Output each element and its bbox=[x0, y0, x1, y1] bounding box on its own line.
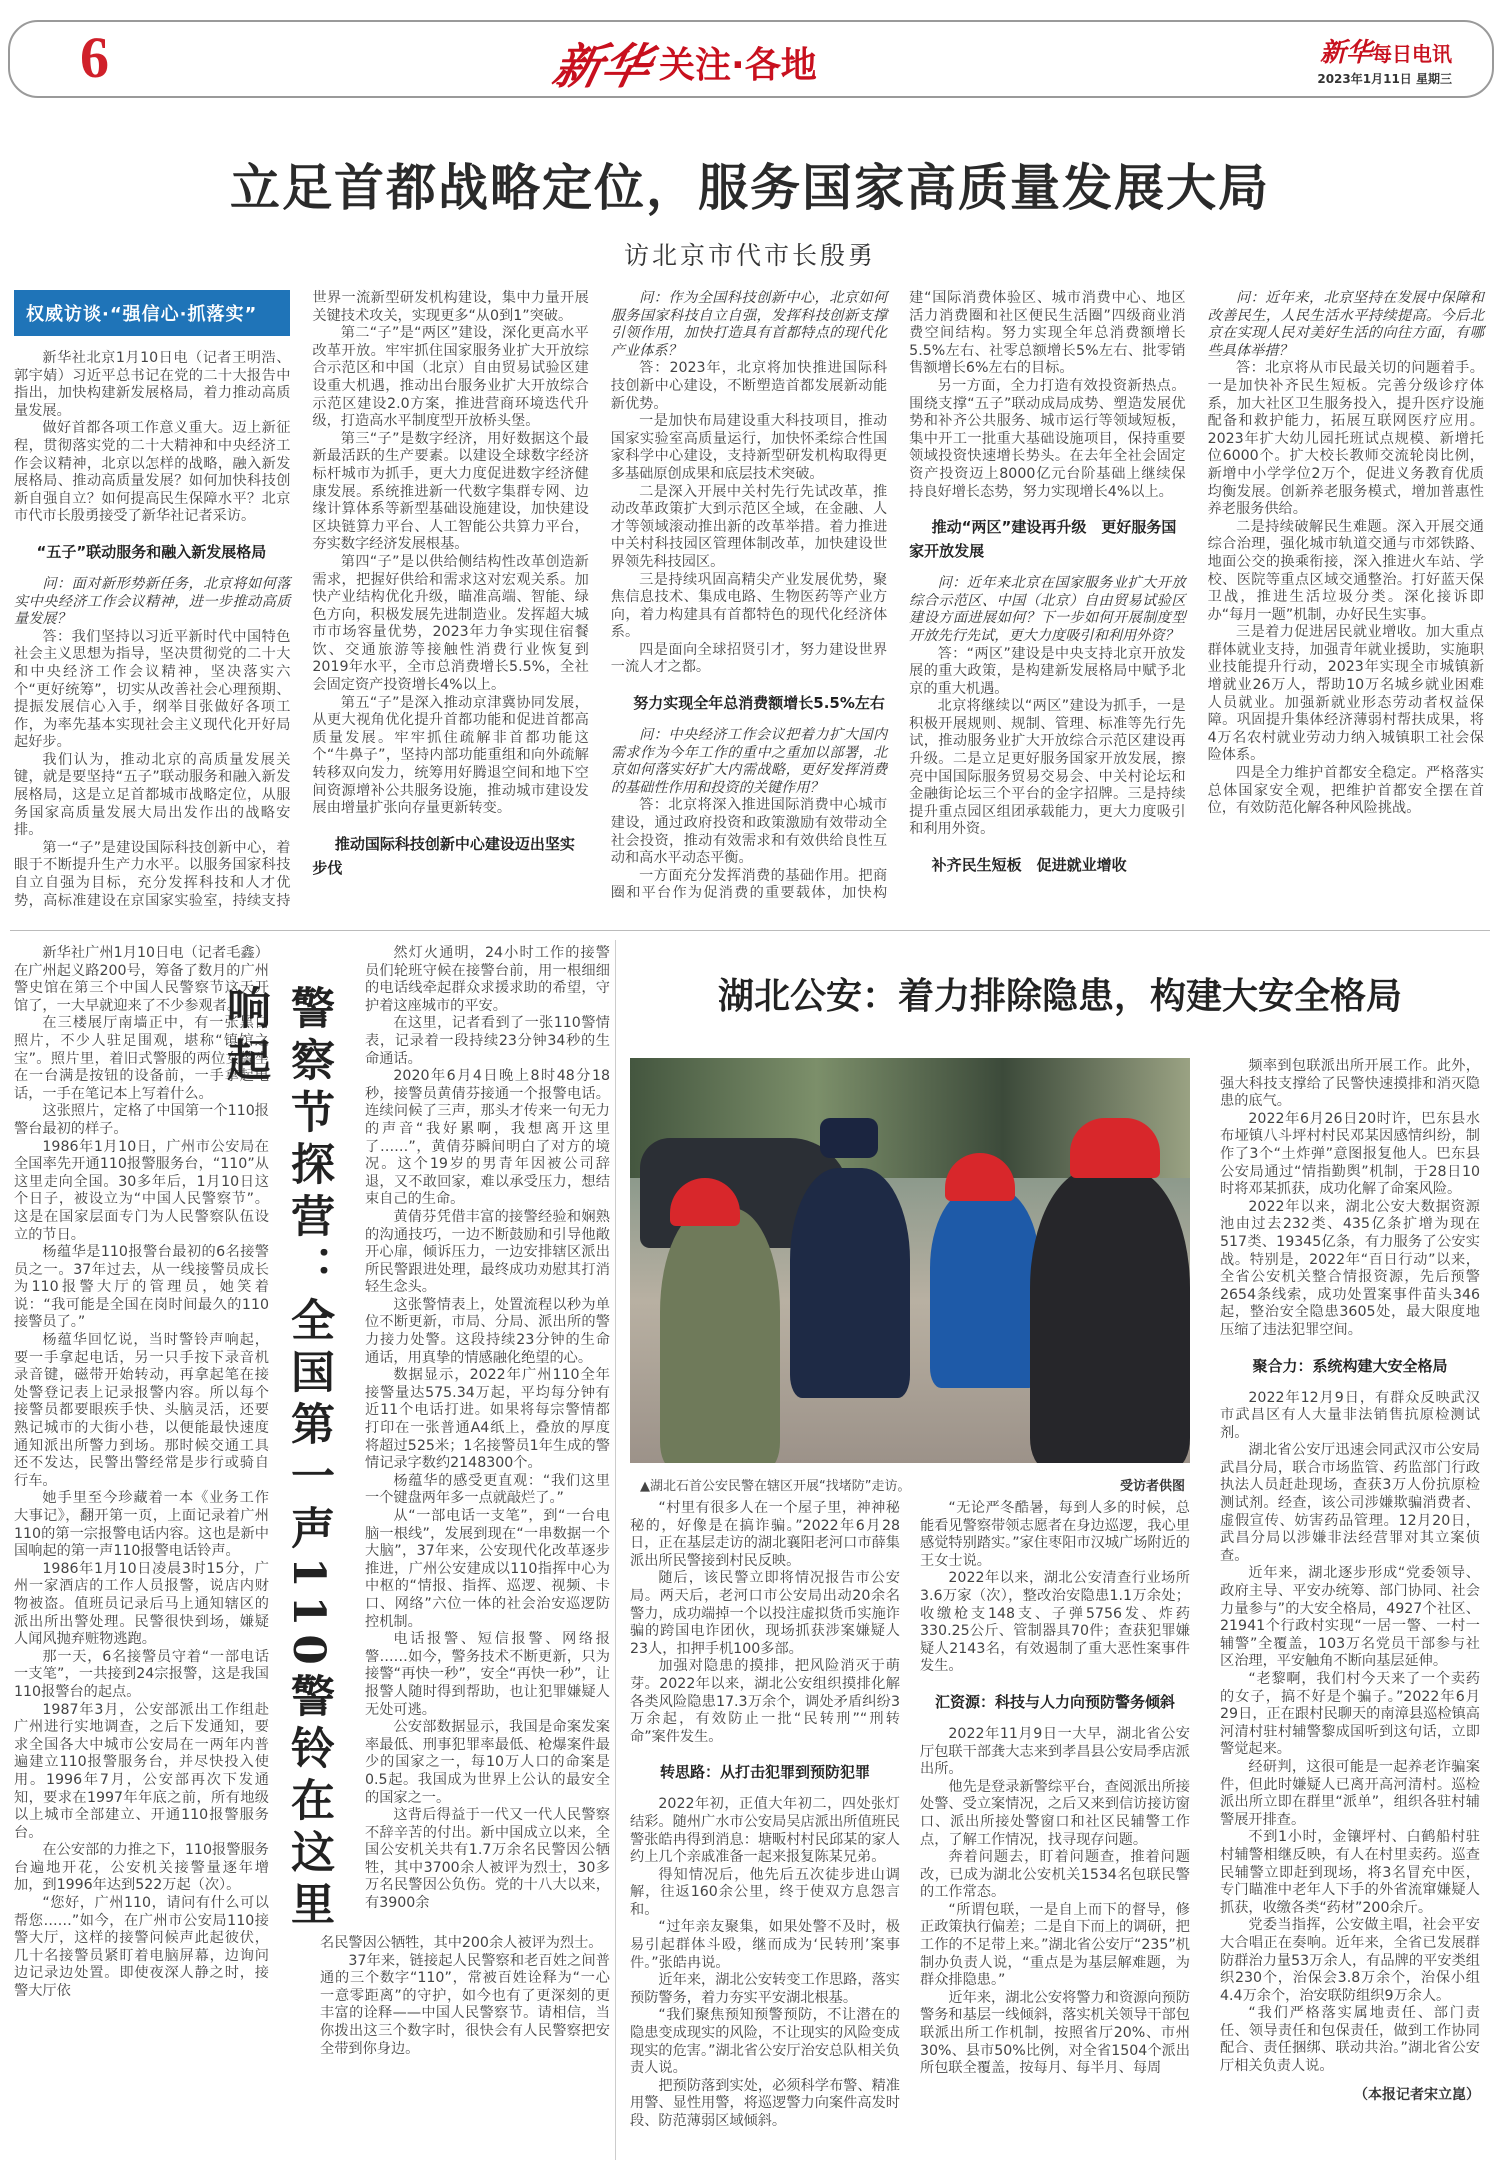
interview-question: 问：作为全国科技创新中心，北京如何服务国家科技自立自强，发挥科技创新支撑引领作用，加快打造具有首都特点的现代化产业体系？ bbox=[610, 290, 888, 359]
paragraph: 数据显示，2022年广州110全年接警量达575.34万起，平均每分钟有近11个电话打进。如果将每宗警情都打印在一张普通A4纸上，叠放的厚度将超过525米；1名接警员1年生成的警情记录字数约2148300个。 bbox=[365, 1367, 610, 1472]
paragraph: 2022年以来，湖北公安大数据资源池由过去232类、435亿条扩增为现在517类、19345亿条，有力服务了公安实战。特别是，2022年“百日行动”以来，全省公安机关整合情报资源，先后预警2654条线索，成功处置案事件苗头346起，整治安全隐患3605处，最大限度地压缩了违法犯罪空间。 bbox=[1220, 1198, 1480, 1338]
article2-column-2-tail bbox=[320, 1935, 610, 2058]
paragraph: 不到1小时，金镶坪村、白鹤船村驻村辅警相继反映，有人在村里卖药。巡查民辅警立即赶到现场，将3名冒充中医，专门瞄准中老年人下手的外省流窜嫌疑人抓获，收缴各类“药材”200余斤。 bbox=[1220, 1829, 1480, 1916]
interview-question: 问：近年来，北京坚持在发展中保障和改善民生，人民生活水平持续提高。今后北京在实现人民对美好生活的向往方面，有哪些具体举措？ bbox=[1207, 290, 1484, 359]
paper-name: 每日电讯 bbox=[1372, 42, 1452, 66]
paragraph: 杨蕴华的感受更直观：“我们这里一个键盘两年多一点就敲烂了。” bbox=[365, 1472, 610, 1507]
paragraph: 四是面向全球招贤引才，努力建设世界一流人才之都。 bbox=[610, 641, 888, 676]
paragraph: 北京将继续以“两区”建设为抓手，一是积极开展规则、规制、管理、标准等先行先试，推动服务业扩大开放综合示范区建设再升级。二是立足更好服务国家开放发展，擦亮中国国际服务贸易交易会、中关村论坛和金融街论坛三个平台的金字招牌。三是持续提升重点园区组团承载能力，更大力度吸引和利用外资。 bbox=[909, 698, 1186, 838]
interview-question: 问：中央经济工作会议把着力扩大国内需求作为今年工作的重中之重加以部署，北京如何落实好扩大内需战略，更好发挥消费的基础性作用和投资的关键作用？ bbox=[610, 727, 888, 796]
section-title: 关注·各地 bbox=[659, 45, 817, 86]
article1-headline: 立足首都战略定位，服务国家高质量发展大局 bbox=[230, 158, 1270, 217]
paragraph: 杨蕴华是110报警台最初的6名接警员之一。37年过去，从一线接警员成长为110报警大厅的管理员，她笑着说：“我可能是全国在岗时间最久的110接警员了。” bbox=[14, 1244, 269, 1331]
paragraph: 二是持续破解民生难题。深入开展交通综合治理，强化城市轨道交通与市郊铁路、地面公交的换乘衔接，深入推进火车站、学校、医院等重点区域交通整治。打好蓝天保卫战，推进生活垃圾分类。深化接诉即办“每月一题”机制，办好民生实事。 bbox=[1207, 518, 1484, 623]
paragraph: 2022年初，正值大年初二，四处张灯结彩。随州广水市公安局吴店派出所值班民警张皓冉得到消息：塘畈村村民邱某的家人约上几个亲戚准备一起来报复陈某兄弟。 bbox=[630, 1796, 900, 1866]
paper-nameplate bbox=[1317, 32, 1452, 87]
paragraph: 她手里至今珍藏着一本《业务工作大事记》，翻开第一页，上面记录着广州110的第一宗报警电话内容。这也是新中国响起的第一声110报警电话铃声。 bbox=[14, 1490, 269, 1560]
paragraph: 2020年6月4日晚上8时48分18秒，接警员黄倩芬接通一个报警电话。连续问候了三声，那头才传来一句无力的声音“我好累啊，我想离开这里了……”，黄倩芬瞬间明白了对方的境况。这个19岁的男青年因被公司辞退，又不敢回家，难以承受压力，想结束自己的生命。 bbox=[365, 1068, 610, 1208]
paragraph: 经研判，这很可能是一起养老诈骗案件，但此时嫌疑人已离开高河清村。巡检派出所立即在群里“派单”，组织各驻村辅警展开排查。 bbox=[1220, 1758, 1480, 1828]
subheading: 汇资源：科技与人力向预防警务倾斜 bbox=[934, 1692, 1175, 1711]
paragraph: 党委当指挥，公安做主唱，社会平安大合唱正在奏响。近年来，全省已发展群防群治力量53万余人，有品牌的平安类组织230个，治保会3.8万余个，治保小组4.4万余个，治安联防组织9万余人。 bbox=[1220, 1917, 1480, 2004]
column-divider bbox=[615, 940, 616, 2160]
article2-column-2 bbox=[365, 945, 610, 1913]
paragraph: 加强对隐患的摸排，把风险消灭于萌芽。2022年以来，湖北公安组织摸排化解各类风险隐患17.3万余个，调处矛盾纠纷3万余起，有效防止一批“民转刑”“刑转命”案件发生。 bbox=[630, 1658, 900, 1745]
paragraph: 然灯火通明，24小时工作的接警员们轮班守候在接警台前，用一根细细的电话线牵起群众求援求助的希望，守护着这座城市的平安。 bbox=[365, 945, 610, 1014]
paragraph: “我们聚焦预知预警预防，不让潜在的隐患变成现实的风险，不让现实的风险变成现实的危害。”湖北省公安厅治安总队相关负责人说。 bbox=[630, 2007, 900, 2077]
paragraph: 新华社广州1月10日电（记者毛鑫）在广州起义路200号，筹备了数月的广州警史馆在第三个中国人民警察节这天开馆了，一大早就迎来了不少参观者。 bbox=[14, 945, 269, 1014]
paper-logo: 新华 bbox=[1319, 38, 1372, 68]
section-brand bbox=[548, 28, 817, 97]
paragraph: 第五“子”是深入推动京津冀协同发展，从更大视角优化提升首都功能和促进首都高质量发展。牢牢抓住疏解非首都功能这个“牛鼻子”，坚持内部功能重组和向外疏解转移双向发力，统筹用好腾退空间和地下空间资源增补公共服务设施，推动城市建设发展由增量扩张向存量更新转变。 bbox=[312, 694, 589, 817]
article2-headline: 警察节探营：全国第一声110警铃在这里响起 bbox=[219, 985, 334, 1933]
article1-body bbox=[14, 290, 1484, 915]
paragraph: 在三楼展厅南墙正中，有一张黑白照片，不少人驻足围观，堪称“镇馆之宝”。照片里，着旧式警服的两位女警坐在一台满是按钮的设备前，一手拿起电话，一手在笔记本上写着什么。 bbox=[14, 1015, 269, 1102]
paragraph: 1986年1月10日，广州市公安局在全国率先开通110报警服务台，“110”从这里走向全国。30多年后，1月10日这个日子，被设立为“中国人民警察节”。这是在国家层面专门为人民警察队伍设立的节日。 bbox=[14, 1138, 269, 1243]
paragraph: 答：我们坚持以习近平新时代中国特色社会主义思想为指导，坚决贯彻党的二十大和中央经济工作会议精神，坚决落实六个“更好统筹”，切实从改善社会心理预期、提振发展信心入手，纲举目张做好各项工作，为率先基本实现社会主义现代化开好局起好步。 bbox=[14, 628, 291, 751]
issue-date: 2023年1月11日 星期三 bbox=[1317, 72, 1452, 86]
paragraph: “无论严冬酷暑，每到人多的时候，总能看见警察带领志愿者在身边巡逻，我心里感觉特别踏实。”家住枣阳市汉城广场附近的王女士说。 bbox=[920, 1500, 1190, 1569]
paragraph: 这张照片，定格了中国第一个110报警台最初的样子。 bbox=[14, 1103, 269, 1137]
section-divider bbox=[10, 930, 1490, 931]
page-number: 6 bbox=[80, 25, 109, 90]
paragraph: 二是深入开展中关村先行先试改革，推动改革政策扩大到示范区全域，在金融、人才等领域滚动推出新的改革举措。着力推进中关村科技园区管理体制改革，加快建设世界领先科技园区。 bbox=[610, 483, 888, 570]
paragraph: 得知情况后，他先后五次徒步进山调解，往返160余公里，终于使双方息怨言和。 bbox=[630, 1866, 900, 1918]
paragraph: 2022年12月9日，有群众反映武汉市武昌区有人大量非法销售抗原检测试剂。 bbox=[1220, 1389, 1480, 1441]
paragraph: 第二“子”是“两区”建设，深化更高水平改革开放。牢牢抓住国家服务业扩大开放综合示范区和中国（北京）自由贸易试验区建设重大机遇，推动出台服务业扩大开放综合示范区建设2.0方案，推进营商环境迭代升级，打造高水平制度型开放桥头堡。 bbox=[312, 325, 589, 430]
paragraph: 第一“子”是建设国际科技创新中心，着眼于不断提升生产力水平。以服务国家科技自立自强为目标，充分发挥科技和人才优势，高标准建设在京国家实验室，持续支持世界一流新型研发机构建设，集中力量开展关键技术攻关，实现更多“从0到1”突破。 bbox=[14, 290, 589, 909]
paragraph: 四是全力维护首都安全稳定。严格落实总体国家安全观，把维护首都安全摆在首位，有效防范化解各种风险挑战。 bbox=[1207, 765, 1484, 817]
paragraph: 公安部数据显示，我国是命案发案率最低、刑事犯罪率最低、枪爆案件最少的国家之一，每10万人口的命案是0.5起。我国成为世界上公认的最安全的国家之一。 bbox=[365, 1719, 610, 1806]
paragraph: 答：“两区”建设是中央支持北京开放发展的重大政策，是构建新发展格局中赋予北京的重大机遇。 bbox=[909, 645, 1186, 697]
subheading: 聚合力：系统构建大安全格局 bbox=[1252, 1356, 1448, 1375]
paragraph: 一是加快布局建设重大科技项目，推动国家实验室高质量运行，加快怀柔综合性国家科学中心建设，支持新型研发机构取得更多基础原创成果和底层技术突破。 bbox=[610, 413, 888, 482]
paragraph: 第四“子”是以供给侧结构性改革创造新需求，把握好供给和需求这对宏观关系。加快产业结构优化升级，瞄准高端、智能、绿色方向，积极发展先进制造业。发挥超大城市市场容量优势，2023年力争实现住宿餐饮、交通旅游等接触性消费行业恢复到2019年水平，全市总消费增长5.5%，全社会固定资产投资增长4%以上。 bbox=[312, 553, 589, 694]
article1-subtitle: 访北京市代市长殷勇 bbox=[623, 241, 876, 270]
paragraph: 2022年以来，湖北公安清查行业场所3.6万家（次），整改治安隐患1.1万余处；收缴枪支148支、子弹5756发、炸药330.25公斤、管制器具70件；查获犯罪嫌疑人2143名，有效遏制了重大恶性案事件发生。 bbox=[920, 1570, 1190, 1675]
paragraph: 另一方面，全力打造有效投资新热点。围绕支撑“五子”联动成局成势、塑造发展优势和补齐公共服务、城市运行等领域短板，集中开工一批重大基础设施项目，保持重要领域投资快速增长势头。在去年全社会固定资产投资迈上8000亿元台阶基础上继续保持良好增长态势，努力实现增长4%以上。 bbox=[909, 377, 1186, 500]
article3-right-column bbox=[1220, 1058, 1480, 2104]
article3-headline: 湖北公安：着力排除隐患，构建大安全格局 bbox=[717, 975, 1402, 1017]
subheading: 补齐民生短板 促进就业增收 bbox=[931, 856, 1127, 875]
paragraph: 近年来，湖北逐步形成“党委领导、政府主导、平安办统筹、部门协同、社会力量参与”的大安全格局，4927个社区、21941个行政村实现“一居一警、一村一辅警”全覆盖，103万名党员干部参与社区治理，平安触角不断向基层延伸。 bbox=[1220, 1565, 1480, 1670]
paragraph: 这张警情表上，处置流程以秒为单位不断更新，市局、分局、派出所的警力接力处警。这段持续23分钟的生命通话，用真挚的情感融化绝望的心。 bbox=[365, 1296, 610, 1366]
paragraph: 一方面充分发挥消费的基础作用。把商圈和平台作为促消费的重要载体，加快构建“国际消费体验区、城市消费中心、地区活力消费圈和社区便民生活圈”四级商业消费空间结构。努力实现全年总消费额增长5.5%左右、社零总额增长5%左右、批零销售额增长6%左右的目标。 bbox=[610, 290, 1186, 902]
paragraph: “村里有很多人在一个屋子里，神神秘秘的，好像是在搞诈骗。”2022年6月28日，正在基层走访的湖北襄阳老河口市薛集派出所民警接到村民反映。 bbox=[630, 1500, 900, 1569]
paragraph: 答：2023年，北京将加快推进国际科技创新中心建设，不断塑造首都发展新动能新优势。 bbox=[610, 360, 888, 412]
paragraph: 近年来，湖北公安将警力和资源向预防警务和基层一线倾斜，落实机关领导干部包联派出所工作机制，按照省厅20%、市州30%、县市50%比例，对全省1504个派出所包联全覆盖，按每月、每半月、每周 bbox=[920, 1989, 1190, 2077]
subheading: “五子”联动服务和融入新发展格局 bbox=[36, 542, 267, 561]
paragraph: 做好首都各项工作意义重大。迈上新征程，贯彻落实党的二十大精神和中央经济工作会议精神，北京以怎样的战略，融入新发展格局、推动高质量发展？如何加快科技创新自强自立？如何提高民生保障水平？北京市代市长殷勇接受了新华社记者采访。 bbox=[14, 420, 291, 525]
paragraph: 这背后得益于一代又一代人民警察不辞辛苦的付出。新中国成立以来，全国公安机关共有1.7万余名民警因公牺牲，其中3700余人被评为烈士，30多万名民警因公负伤。党的十八大以来，有3900余 bbox=[365, 1807, 610, 1912]
photo-caption bbox=[640, 1475, 1185, 1494]
paragraph: “所谓包联，一是自上而下的督导，修正政策执行偏差；二是自下而上的调研，把工作的不足带上来。”湖北省公安厅“235”机制办负责人说，“重点是为基层解难题，为群众排隐患。” bbox=[920, 1901, 1190, 1989]
interview-question: 问：近年来北京在国家服务业扩大开放综合示范区、中国（北京）自由贸易试验区建设方面进展如何？下一步如何开展制度型开放先行先试，更大力度吸引和利用外资？ bbox=[909, 575, 1186, 644]
xinhua-logo: 新华 bbox=[548, 39, 657, 95]
paragraph: 三是着力促进居民就业增收。加大重点群体就业支持，加强青年就业援助，实施职业技能提升行动，2023年实现全市城镇新增就业26万人，帮助10万名城乡就业困难人员就业。加强新就业形态劳动者权益保障。巩固提升集体经济薄弱村帮扶成果，将4万名农村就业劳动力纳入城镇职工社会保险体系。 bbox=[1207, 624, 1484, 764]
paragraph: 近年来，湖北公安转变工作思路，落实预防警务，着力夯实平安湖北根基。 bbox=[630, 1972, 900, 2006]
paragraph: 新华社北京1月10日电（记者王明浩、郭宇婧）习近平总书记在党的二十大报告中指出，加快构建新发展格局，着力推动高质量发展。 bbox=[14, 350, 291, 419]
paragraph: 在公安部的力推之下，110报警服务台遍地开花，公安机关接警量逐年增加，到1996年达到522万起（次）。 bbox=[14, 1842, 269, 1894]
paragraph: 第三“子”是数字经济，用好数据这个最新最活跃的生产要素。以建设全球数字经济标杆城市为抓手，更大力度促进数字经济健康发展。系统推进新一代数字集群专网、边缘计算体系等新型基础设施建设，加快建设区块链算力平台、人工智能公共算力平台，夯实数字经济发展根基。 bbox=[312, 430, 589, 553]
interview-question: 问：面对新形势新任务，北京将如何落实中央经济工作会议精神，进一步推动高质量发展？ bbox=[14, 575, 291, 628]
paragraph: 从“一部电话一支笔”，到“一台电脑一根线”，发展到现在“一串数据一个大脑”，37年来，公安现代化改革逐步推进，广州公安建成以110指挥中心为中枢的“情报、指挥、巡逻、视频、卡口、网络”六位一体的社会治安巡逻防控机制。 bbox=[365, 1508, 610, 1630]
subheading: 推动“两区”建设再升级 更好服务国家开放发展 bbox=[909, 518, 1177, 561]
paragraph: 三是持续巩固高精尖产业发展优势，聚焦信息技术、集成电路、生物医药等产业方向，着力构建具有首都特色的现代化经济体系。 bbox=[610, 571, 888, 641]
column-badge: 权威访谈·“强信心·抓落实” bbox=[14, 290, 290, 336]
paragraph: 答：北京将深入推进国际消费中心城市建设，通过政府投资和政策激励有效带动全社会投资，推动有效需求和有效供给良性互动和高水平动态平衡。 bbox=[610, 797, 888, 867]
paragraph: 随后，该民警立即将情况报告市公安局。两天后，老河口市公安局出动20余名警力，成功端掉一个以投注虚拟货币实施诈骗的跨国电诈团伙，现场抓获涉案嫌疑人23人，扣押手机100多部。 bbox=[630, 1570, 900, 1657]
paragraph: 我们认为，推动北京的高质量发展关键，就是要坚持“五子”联动服务和融入新发展格局，这是立足首都城市战略定位，从服务国家高质量发展大局出发作出的战略安排。 bbox=[14, 751, 291, 839]
paragraph: 1986年1月10日凌晨3时15分，广州一家酒店的工作人员报警，说店内财物被盗。值班员记录后马上通知辖区的派出所出警处理。民警很快到场，嫌疑人闻风抛弃赃物逃跑。 bbox=[14, 1560, 269, 1648]
paragraph: 2022年6月26日20时许，巴东县水布垭镇八斗坪村村民邓某因感情纠纷，制作了3个“土炸弹”意图报复他人。巴东县公安局通过“情指勤舆”机制，于28日10时将邓某抓获，成功化解了命案风险。 bbox=[1220, 1110, 1480, 1198]
article3-body bbox=[630, 1500, 1190, 2165]
subheading: 推动国际科技创新中心建设迈出坚实步伐 bbox=[312, 834, 575, 877]
paragraph: 在这里，记者看到了一张110警情表，记录着一段持续23分钟34秒的生命通话。 bbox=[365, 1015, 610, 1067]
paragraph: 频率到包联派出所开展工作。此外，强大科技支撑给了民警快速摸排和消灭隐患的底气。 bbox=[1220, 1058, 1480, 1110]
paragraph: 他先是登录新警综平台，查阅派出所接处警、受立案情况，之后又来到信访接访窗口、派出所接处警窗口和社区民辅警工作点，了解工作情况，找寻现存问题。 bbox=[920, 1778, 1190, 1848]
paragraph: 2022年11月9日一大早，湖北省公安厅包联干部龚大志来到孝昌县公安局季店派出所。 bbox=[920, 1725, 1190, 1778]
subheading: 努力实现全年总消费额增长5.5%左右 bbox=[633, 694, 885, 713]
paragraph: “老黎啊，我们村今天来了一个卖药的女子，搞不好是个骗子。”2022年6月29日，正在跟村民聊天的南漳县巡检镇高河清村驻村辅警黎成国听到这句话，立即警觉起来。 bbox=[1220, 1671, 1480, 1758]
paragraph: 那一天，6名接警员守着“一部电话一支笔”，一共接到24宗报警，这是我国110报警台的起点。 bbox=[14, 1648, 269, 1700]
paragraph: 黄倩芬凭借丰富的接警经验和娴熟的沟通技巧，一边不断鼓励和引导他敞开心扉，倾诉压力，一边安排辖区派出所民警跟进处理，最终成功劝慰其打消轻生念头。 bbox=[365, 1208, 610, 1296]
paragraph: “我们严格落实属地责任、部门责任、领导责任和包保责任，做到工作协同配合、责任捆绑、联动共治。”湖北省公安厅相关负责人说。 bbox=[1220, 2005, 1480, 2075]
paragraph: 湖北省公安厅迅速会同武汉市公安局武昌分局，联合市场监管、药监部门行政执法人员赶赴现场，查获3万人份抗原检测试剂。经查，该公司涉嫌欺骗消费者、虚假宣传、妨害药品管理。12月20日，武昌分局以涉嫌非法经营罪对其立案侦查。 bbox=[1220, 1442, 1480, 1564]
subheading: 转思路：从打击犯罪到预防犯罪 bbox=[659, 1763, 870, 1782]
photo-caption-text: ▲湖北石首公安民警在辖区开展“找堵防”走访。 bbox=[640, 1479, 911, 1494]
masthead bbox=[8, 20, 1494, 98]
paragraph: 奔着问题去，盯着问题查，推着问题改，已成为湖北公安机关1534名包联民警的工作常态。 bbox=[920, 1849, 1190, 1901]
paragraph: 37年来，链接起人民警察和老百姓之间普通的三个数字“110”，常被百姓诠释为“一心一意零距离”的守护，如今也有了更深刻的更丰富的诠释——中国人民警察节。请相信，当你拨出这三个数字时，很快会有人民警察把安全带到你身边。 bbox=[320, 1952, 610, 2057]
paragraph: “过年亲友聚集，如果处警不及时，极易引起群体斗殴，继而成为‘民转刑’案事件。”张皓冉说。 bbox=[630, 1919, 900, 1971]
article2-column-1 bbox=[14, 945, 269, 2001]
paragraph: 电话报警、短信报警、网络报警……如今，警务技术不断更新，只为接警“再快一秒”，安全“再快一秒”，让报警人随时得到帮助，也让犯罪嫌疑人无处可逃。 bbox=[365, 1631, 610, 1718]
paragraph: 名民警因公牺牲，其中200余人被评为烈士。 bbox=[320, 1935, 603, 1951]
paragraph: 把预防落到实处，必须科学布警、精准用警、显性用警，将巡逻警力向案件高发时段、防范薄弱区域倾斜。 bbox=[630, 2077, 900, 2129]
paragraph: 1987年3月，公安部派出工作组赴广州进行实地调查，之后下发通知，要求全国各大中城市公安局在一两年内普遍建立110报警服务台，并尽快投入使用。1996年7月，公安部再次下发通知，要求在1997年年底之前，所有地级以上城市全部建立、开通110报警服务台。 bbox=[14, 1701, 269, 1841]
photo-credit: 受访者供图 bbox=[1119, 1479, 1185, 1494]
news-photo bbox=[630, 1058, 1190, 1463]
paragraph: 杨蕴华回忆说，当时警铃声响起，要一手拿起电话，另一只手按下录音机录音键，磁带开始转动，再拿起笔在接处警登记表上记录报警内容。所以每个接警员都要眼疾手快、头脑灵活，还要熟记城市的大街小巷，以便能最快速度通知派出所警力到场。那时候交通工具还不发达，民警出警经常是步行或骑自行车。 bbox=[14, 1332, 269, 1489]
paragraph: 答：北京将从市民最关切的问题着手。一是加快补齐民生短板。完善分级诊疗体系，加大社区卫生服务投入，提升医疗设施配备和救护能力，拓展互联网医疗应用。2023年扩大幼儿园托班试点规模、新增托位6000个。扩大校长教师交流轮岗比例，新增中小学学位2万个，促进义务教育优质均衡发展。创新养老服务模式，增加普惠性养老服务供给。 bbox=[1207, 360, 1484, 518]
paragraph: “您好，广州110，请问有什么可以帮您……”如今，在广州市公安局110接警大厅，这样的接警问候声此起彼伏，几十名接警员紧盯着电脑屏幕，边询问边记录边处置。即使夜深人静之时，接警大厅依 bbox=[14, 1895, 269, 2000]
byline: （本报记者宋立崑） bbox=[1354, 2086, 1480, 2103]
